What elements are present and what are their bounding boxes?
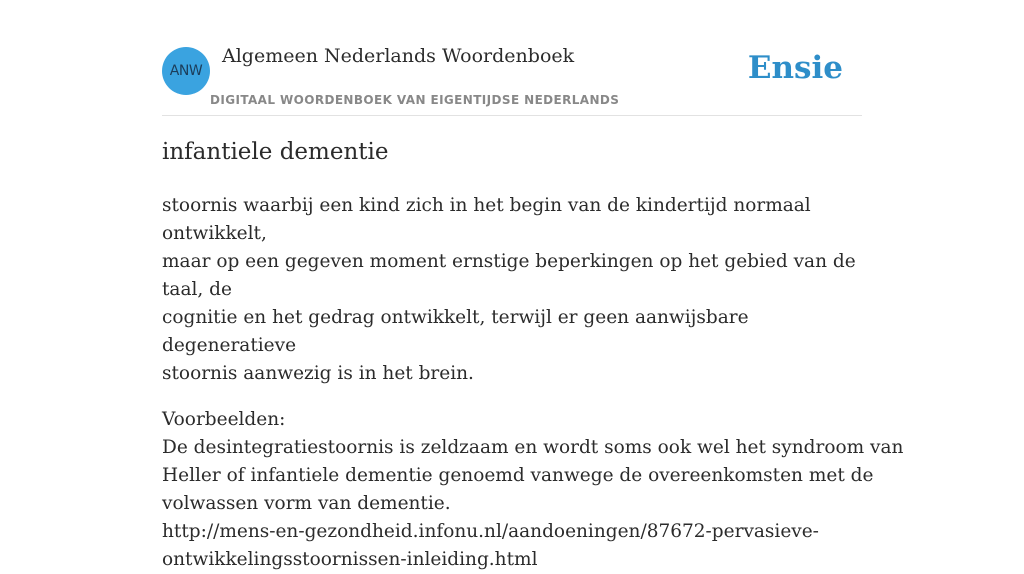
definition-line: stoornis aanwezig is in het brein.	[162, 363, 474, 384]
anw-logo[interactable]	[162, 47, 210, 95]
entry-definition	[162, 192, 862, 388]
site-subtitle: DIGITAAL WOORDENBOEK VAN EIGENTIJDSE NEDERLANDS	[210, 93, 620, 107]
definition-line: stoornis waarbij een kind zich in het begin van de kindertijd normaal ontwikkelt,	[162, 195, 811, 244]
example-line: Heller of infantiele dementie genoemd vanwege de overeenkomsten met de	[162, 465, 874, 486]
definition-line: maar op een gegeven moment ernstige beperkingen op het gebied van de taal, de	[162, 251, 856, 300]
examples-label: Voorbeelden:	[162, 409, 286, 430]
entry-term: infantiele dementie	[162, 139, 389, 165]
example-line: De desintegratiestoornis is zeldzaam en wordt soms ook wel het syndroom van	[162, 437, 904, 458]
example-source-line: ontwikkelingsstoornissen-inleiding.html	[162, 549, 538, 570]
example-source-line: http://mens-en-gezondheid.infonu.nl/aandoeningen/87672-pervasieve-	[162, 521, 819, 542]
logo-text: ANW	[169, 63, 203, 79]
examples-block	[162, 406, 904, 574]
entry-content	[162, 192, 904, 574]
ensie-brand-logo[interactable]: Ensie	[747, 50, 843, 86]
site-title[interactable]: Algemeen Nederlands Woordenboek	[222, 45, 575, 67]
example-line: volwassen vorm van dementie.	[162, 493, 451, 514]
header-divider	[162, 115, 862, 116]
definition-line: cognitie en het gedrag ontwikkelt, terwijl er geen aanwijsbare degeneratieve	[162, 307, 749, 356]
